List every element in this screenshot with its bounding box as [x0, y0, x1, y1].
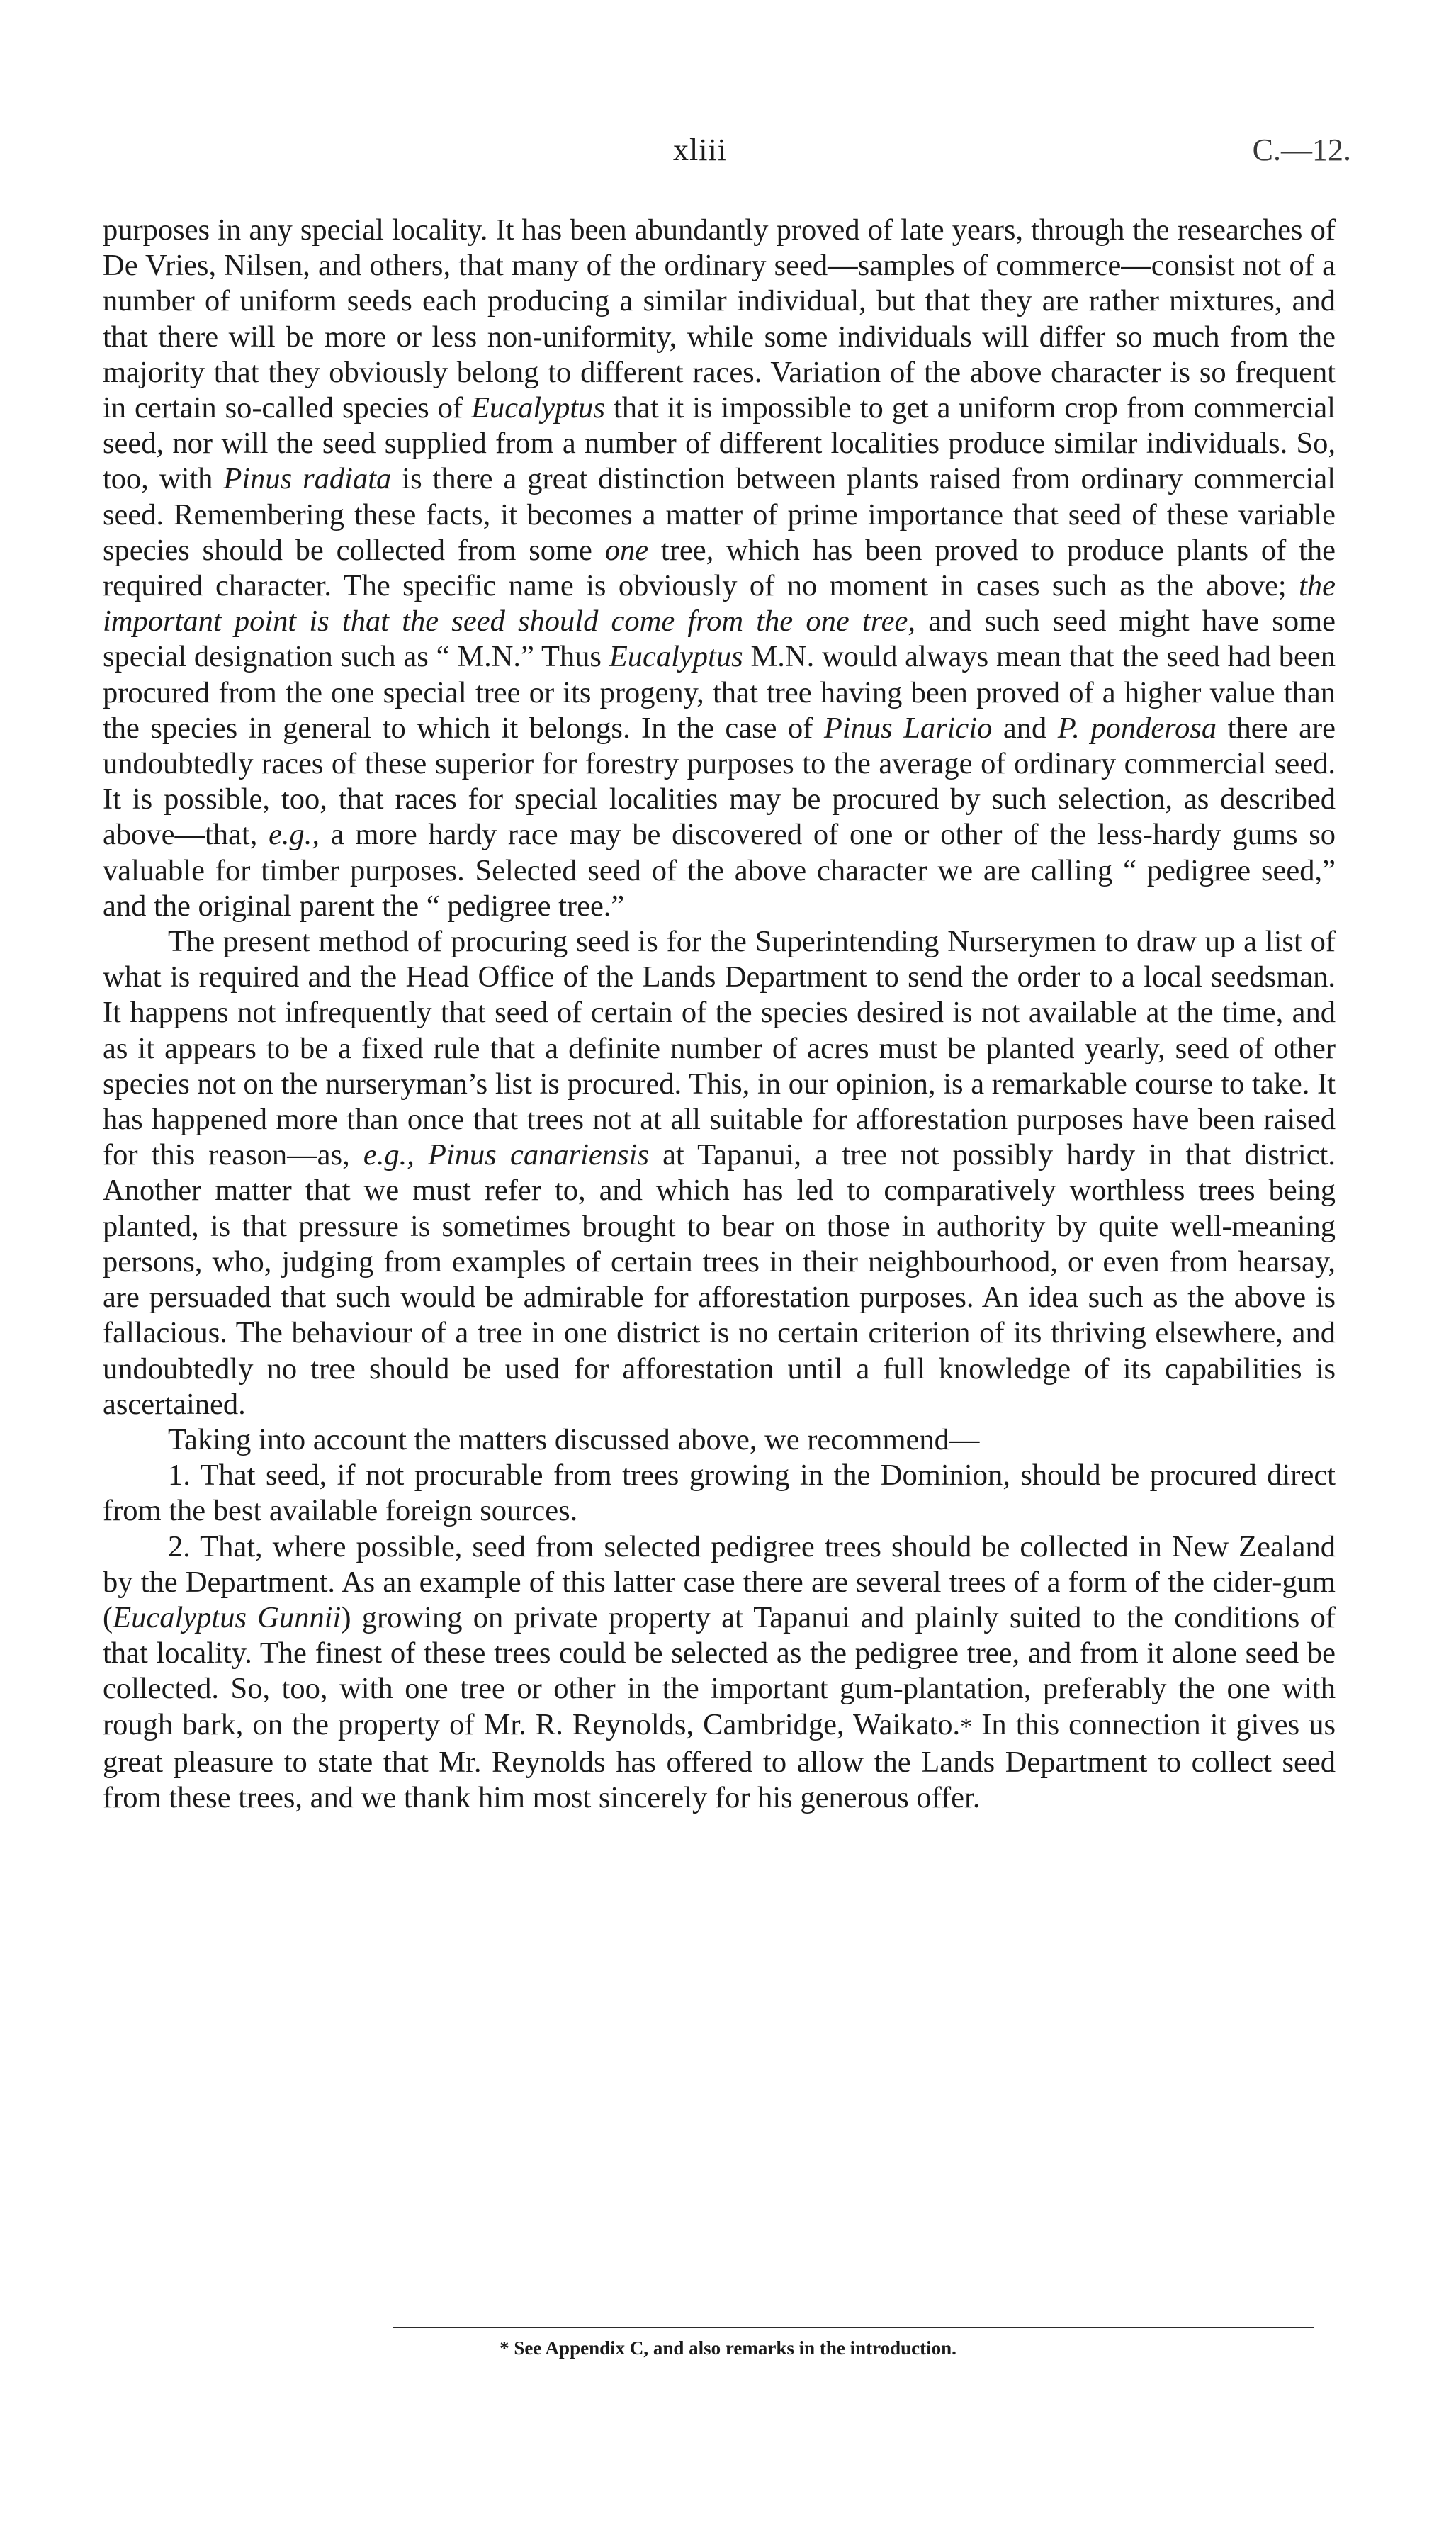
footnote-reference: * — [960, 1713, 973, 1740]
italic-run: Eucalyptus — [471, 391, 605, 425]
paragraph-seed-procurement — [103, 924, 1336, 1422]
text-run: at Tapanui, a tree not possibly hardy in that district. Another matter that we must refer to, and which has led to comparatively worthless trees being planted, is that pressure is sometimes brought to bear on those in authority by quite well-meaning persons, who, judging from examples of certain trees in their neighbourhood, or even from hearsay, are persuaded that such would be admirable for afforestation purposes. An idea such as the above is fallacious. The behaviour of a tree in one district is no certain criterion of its thriving elsewhere, and undoubtedly no tree should be used for afforestation until a full knowledge of its capabilities is ascertained. — [103, 1138, 1336, 1421]
text-run: In this connection it gives us great pleasure to state that Mr. Reynolds has offered to allow the Lands Department to collect seed from these trees, and we thank him most sincerely for his generous offer. — [103, 1707, 1336, 1814]
italic-run: Eucalyptus Gunnii — [113, 1600, 342, 1634]
body-text — [103, 213, 1336, 1816]
text-run: and such seed might have some special designation such as “ M.N.” Thus — [103, 605, 1336, 674]
paper-reference: C.—12. — [1252, 133, 1351, 167]
italic-run: P. ponderosa — [1057, 711, 1217, 745]
text-run: purposes in any special locality. It has been abundantly proved of late years, through the researches of De Vries, Nilsen, and others, that many of the ordinary seed—samples of commerce—consist not of a number of uniform seeds each producing a similar individual, but that they are rather mixtures, and that there will be more or less non-uniformity, while some individuals will differ so much from the majority that they obviously belong to different races. Variation of the above character is so frequent in certain so-called species of — [103, 213, 1336, 425]
paragraph-recommend-intro: Taking into account the matters discussed above, we recommend— — [168, 1422, 980, 1456]
text-run: and — [992, 711, 1058, 745]
italic-run: Eucalyptus — [609, 640, 743, 674]
paragraph-seed-variation — [103, 213, 1336, 924]
italic-run: e.g., Pinus canariensis — [363, 1138, 649, 1172]
page-number: xliii — [673, 133, 727, 167]
text-run: The present method of procuring seed is for the Superintending Nurserymen to draw up a list of what is required and the Head Office of the Lands Department to send the order to a local seedsman. It happens not infrequently that seed of certain of the species desired is not available at the time, and as it appears to be a fixed rule that a definite number of acres must be planted yearly, seed of other species not on the nurseryman’s list is procured. This, in our opinion, is a remarkable course to take. It has happened more than once that trees not at all suitable for afforestation purposes have been raised for this reason—as, — [103, 925, 1336, 1172]
italic-run: Pinus Laricio — [823, 711, 993, 745]
text-run: that it is impossible to get a uniform crop from commercial seed, nor will the seed supplied from a number of different localities produce similar individuals. So, too, with — [103, 391, 1336, 496]
footnote: * See Appendix C, and also remarks in the introduction. — [500, 2337, 956, 2359]
italic-run: Pinus radiata — [223, 462, 392, 496]
text-run: M.N. would always mean that the seed had been procured from the one special tree or its progeny, that tree having been proved of a higher value than the species in general to which it belongs. In the case of — [103, 640, 1336, 745]
italic-run: one — [604, 533, 649, 567]
italic-run: e.g., — [269, 818, 320, 852]
footnote-divider — [393, 2327, 1314, 2328]
text-run: is there a great distinction between plants raised from ordinary commercial seed. Remembering these facts, it becomes a matter of prime importance that seed of these variable species should be collected from some — [103, 462, 1336, 567]
text-run: tree, which has been proved to produce plants of the required character. The specific name is obviously of no moment in cases such as the above; — [103, 533, 1336, 603]
text-run: a more hardy race may be discovered of one or other of the less-hardy gums so valuable for timber purposes. Selected seed of the above character we are calling “ pedigree seed,” and the original parent the “ pedigree tree.” — [103, 818, 1336, 923]
recommendation-1: 1. That seed, if not procurable from trees growing in the Dominion, should be procured direct from the best available foreign sources. — [103, 1459, 1336, 1528]
recommendation-2 — [103, 1529, 1336, 1816]
page-header — [0, 132, 1456, 181]
text-run: 2. That, where possible, seed from selected pedigree trees should be collected in New Zealand by the Department. As an example of this latter case there are several trees of a form of the cider-gum ( — [103, 1529, 1336, 1634]
italic-run: the important point is that the seed should come from the one tree, — [103, 569, 1336, 639]
text-run: there are undoubtedly races of these superior for forestry purposes to the average of ordinary commercial seed. It is possible, too, that races for special localities may be procured by such selection, as described above—that, — [103, 711, 1336, 852]
text-run: ) growing on private property at Tapanui and plainly suited to the conditions of that locality. The finest of these trees could be selected as the pedigree tree, and from it alone seed be collected. So, too, with one tree or other in the important gum-plantation, preferably the one with rough bark, on the property of Mr. R. Reynolds, Cambridge, Waikato. — [103, 1600, 1336, 1741]
